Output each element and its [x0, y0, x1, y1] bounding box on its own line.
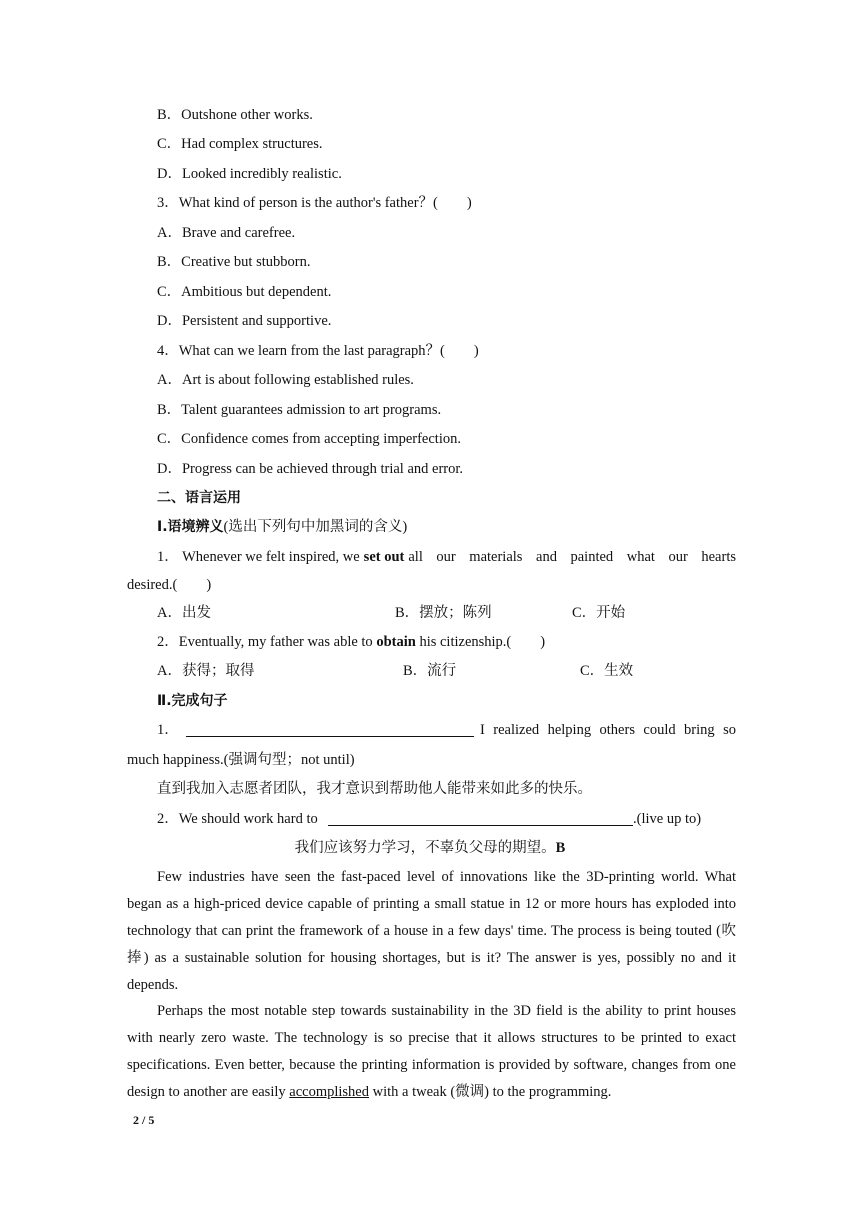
part1-item2-pre: 2．Eventually, my father was able to — [157, 634, 377, 650]
part2-item1-post: I realized helping others could bring so — [480, 722, 736, 738]
part1-item1-bold: set out — [363, 549, 405, 565]
part1-item1-option-b: B．摆放；陈列 — [395, 605, 492, 621]
q3-stem: 3．What kind of person is the author's father？( ) — [157, 195, 472, 211]
part1-item1-option-c: C．开始 — [572, 605, 626, 621]
section-title: 二、语言运用 — [157, 490, 241, 506]
passage-p1-text: Few industries have seen the fast-paced level of innovations like the 3D-printing world. What began as a high-priced device capable of printing a small statue in 12 or more hours has exploded into technology that can print the framework of a house in a few days' time. The process is being touted (吹捧) as a sustainable solution for housing shortages, but is it? The answer is yes, possibly no and it depends. — [127, 869, 736, 993]
passage-paragraph-1 — [127, 864, 736, 999]
q4-option-c: C．Confidence comes from accepting imperfection. — [157, 431, 461, 447]
part1-item2-post: his citizenship.( ) — [415, 634, 546, 650]
part2-item2-pre: 2．We should work hard to — [157, 811, 318, 827]
q2-option-c: C．Had complex structures. — [157, 136, 323, 152]
part1-item1-option-a: A．出发 — [157, 605, 211, 621]
part2-item1-blank[interactable] — [186, 722, 474, 737]
q3-option-a: A．Brave and carefree. — [157, 225, 296, 241]
part2-item1-cont-line — [127, 751, 355, 769]
q3-option-c: C．Ambitious but dependent. — [157, 284, 332, 300]
part1-instruction: (选出下列句中加黑词的含义) — [223, 519, 408, 535]
part1-item1-post: all our materials and painted what our hearts — [408, 549, 736, 565]
part2-item1-cont: much happiness. — [127, 752, 224, 768]
part2-item2-post: .(live up to) — [633, 811, 702, 827]
q4-option-d: D．Progress can be achieved through trial and error. — [157, 461, 464, 477]
part1-item1 — [157, 548, 736, 566]
part1-item2-option-c: C．生效 — [580, 663, 634, 679]
q2-option-d: D．Looked incredibly realistic. — [157, 166, 342, 182]
part1-item2 — [157, 633, 545, 651]
part2-item1-num: 1． — [157, 722, 179, 738]
part1-item2-bold: obtain — [376, 634, 416, 650]
passage-p2-underlined: accomplished — [289, 1084, 369, 1100]
part2-item2-translation: 我们应该努力学习，不辜负父母的期望。 — [294, 840, 556, 856]
part1-item2-option-b: B．流行 — [403, 663, 457, 679]
part1-item1-cont: desired.( ) — [127, 577, 212, 593]
part2-item1-hint-en: not until) — [301, 752, 355, 768]
part1-item2-option-a: A．获得；取得 — [157, 663, 255, 679]
part1-title: Ⅰ.语境辨义 — [157, 519, 224, 535]
q3-option-b: B．Creative but stubborn. — [157, 254, 311, 270]
passage-p2-post: with a tweak (微调) to the programming. — [369, 1084, 612, 1100]
part2-item2-translation-line — [0, 839, 860, 857]
part2-title: Ⅱ.完成句子 — [157, 693, 228, 709]
part2-item1-hint-cn: (强调句型； — [223, 752, 301, 768]
q4-option-b: B．Talent guarantees admission to art programs. — [157, 402, 442, 418]
part1-heading — [157, 518, 407, 536]
q4-option-a: A．Art is about following established rules. — [157, 372, 414, 388]
q3-option-d: D．Persistent and supportive. — [157, 313, 332, 329]
passage-label: B — [555, 840, 566, 856]
part1-item1-pre: 1． Whenever we felt inspired, we — [157, 549, 360, 565]
passage-paragraph-2 — [127, 998, 736, 1106]
q4-stem: 4．What can we learn from the last paragraph？( ) — [157, 343, 479, 359]
part2-item1-translation: 直到我加入志愿者团队，我才意识到帮助他人能带来如此多的快乐。 — [157, 781, 592, 797]
q2-option-b: B．Outshone other works. — [157, 107, 313, 123]
passage-p2-pre: Perhaps the most notable step towards sustainability in the 3D field is the ability to print houses with nearly zero waste. The technology is so precise that it allows structures to be printed to exact specifications. Even better, because the printing information is provided by software, changes from one design to another are easily — [127, 1003, 736, 1100]
page-number: 2 / 5 — [133, 1113, 155, 1127]
part2-item2-blank[interactable] — [328, 811, 633, 826]
